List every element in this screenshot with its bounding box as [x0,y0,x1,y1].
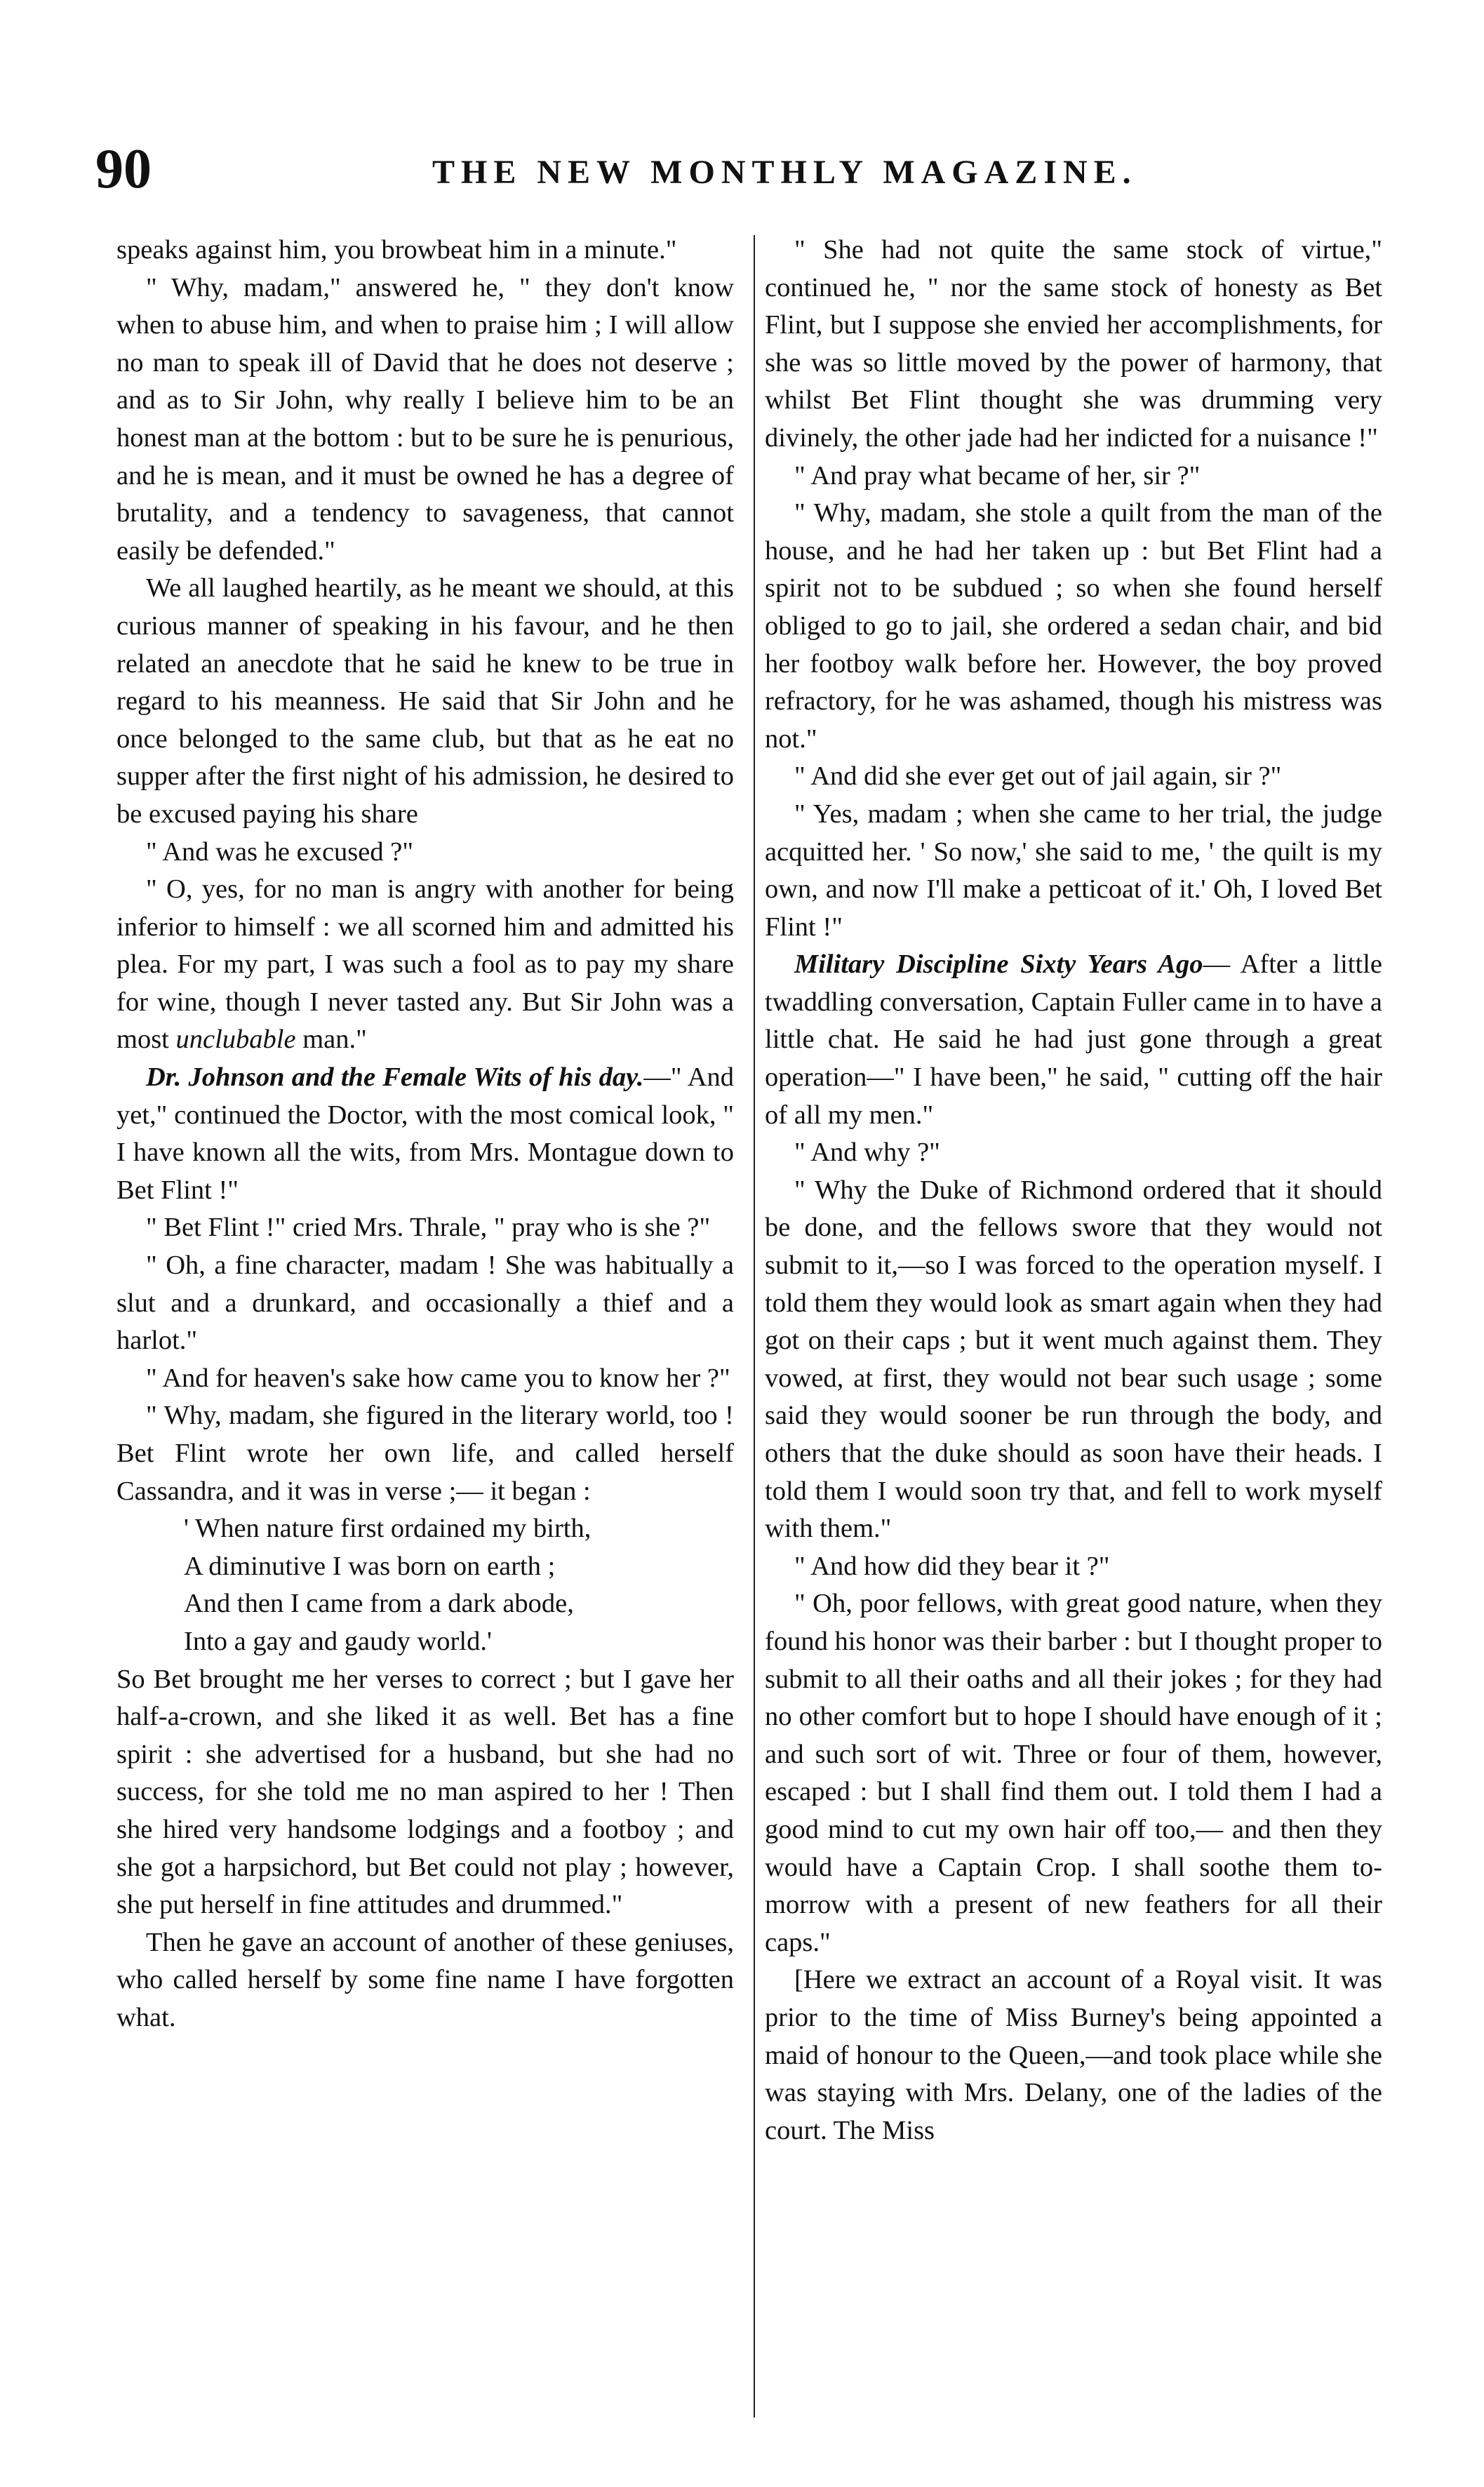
paragraph: " Oh, poor fellows, with great good nature, when they found his honor was their barber : but I thought proper to submit to all their oaths and all their jokes ; for they had no other comfort but to hope I should have enough of it ; and such sort of wit. Three or four of them, however, escaped : but I shall find them out. I told them I had a good mind to cut my own hair off too,— and then they would have a Captain Crop. I shall soothe them to-morrow with a present of new feathers for all their caps." [765,1589,1382,1957]
right-column [765,232,1382,2149]
section-heading: Dr. Johnson and the Female Wits of his day. [146,1062,644,1093]
poem-line: Into a gay and gaudy world.' [184,1626,492,1656]
paragraph: " Yes, madam ; when she came to her trial, the judge acquitted her. ' So now,' she said to me, ' the quilt is my own, and now I'll make a petticoat of it.' Oh, I loved Bet Flint !" [765,799,1382,942]
paragraph-text: man." [302,1025,367,1055]
paragraph: " And was he excused ?" [146,836,414,867]
paragraph: " Why, madam," answered he, " they don't know when to abuse him, and when to praise him ; I will allow no man to speak ill of David that he does not deserve ; and as to Sir John, why really I believe him to be an honest man at the bottom : but to be sure he is penurious, and he is mean, and it must be owned he has a degree of brutality, and a tendency to savageness, that cannot easily be defended." [116,272,735,566]
paragraph-text: — After a little twaddling conversation, Captain Fuller came in to have a little chat. He said he had just gone through a great operation—" I have been," he said, " cutting off the hair of all my men." [765,949,1382,1130]
paragraph: " And why ?" [794,1138,940,1168]
paragraph: " She had not quite the same stock of virtue," continued he, " nor the same stock of honesty as Bet Flint, but I suppose she envied her accomplishments, for she was so little moved by the power of harmony, that whilst Bet Flint thought she was drumming very divinely, the other jade had her indicted for a nuisance !" [765,235,1382,453]
paragraph: " Bet Flint !" cried Mrs. Thrale, " pray who is she ?" [146,1213,711,1243]
italic-word: unclubable [175,1025,296,1055]
paragraph: " And pray what became of her, sir ?" [794,460,1201,491]
page-number: 90 [95,138,152,200]
paragraph: We all laughed heartily, as he meant we should, at this curious manner of speaking in his favour, and he then related an anecdote that he said he knew to be true in regard to his meanness. He said that Sir John and he once belonged to the same club, but that as he eat no supper after the first night of his admission, he desired to be excused paying his share [116,573,734,829]
paragraph: " Why, madam, she figured in the literary world, too ! Bet Flint wrote her own life, and called herself Cassandra, and it was in verse ;— it began : [116,1401,734,1506]
paragraph: " And did she ever get out of jail again, sir ?" [794,761,1282,792]
poem-line: A diminutive I was born on earth ; [184,1551,556,1581]
paragraph-text: " O, yes, for no man is angry with another for being inferior to himself : we all scorned him and admitted his plea. For my part, I was such a fool as to pay my share for wine, though I never tasted any. But Sir John was a most [116,874,734,1055]
paragraph: So Bet brought me her verses to correct ; but I gave her half-a-crown, and she liked it as well. Bet has a fine spirit : she advertised for a husband, but she had no success, for she told me no man aspired to her ! Then she hired very handsome lodgings and a footboy ; and she got a harpsichord, but Bet could not play ; however, she put herself in fine attitudes and drummed." [116,1664,734,1920]
column-divider [754,235,755,2418]
section-heading: Military Discipline Sixty Years Ago [794,949,1203,980]
paragraph: " Why, madam, she stole a quilt from the man of the house, and he had her taken up : but Bet Flint had a spirit not to be subdued ; so when she found herself obliged to go to jail, she ordered a sedan chair, and bid her footboy walk before her. However, the boy proved refractory, for he was ashamed, though his mistress was not." [765,498,1382,754]
left-column [116,232,734,2037]
paragraph: " And for heaven's sake how came you to know her ?" [146,1363,730,1393]
section-paragraph [116,1059,734,1209]
page-header [95,138,1401,201]
poem-line: ' When nature first ordained my birth, [184,1514,591,1544]
paragraph-text: —" And yet," continued the Doctor, with the most comical look, " I have known all the wits, from Mrs. Montague down to Bet Flint !" [116,1062,734,1205]
paragraph: speaks against him, you browbeat him in a minute." [116,235,677,265]
poem-line: And then I came from a dark abode, [184,1589,574,1619]
paragraph: " Oh, a fine character, madam ! She was habitually a slut and a drunkard, and occasionally a thief and a harlot." [116,1251,734,1356]
running-title: THE NEW MONTHLY MAGAZINE. [432,154,1137,191]
paragraph: " Why the Duke of Richmond ordered that it should be done, and the fellows swore that they would not submit to it,—so I was forced to the operation myself. I told them they would look as smart again when they had got on their caps ; but it went much against them. They vowed, at first, they would not bear such usage ; some said they would sooner be run through the body, and others that the duke should as soon have their heads. I told them I would soon try that, and fell to work myself with them." [765,1175,1382,1544]
paragraph [116,871,734,1059]
paragraph: " And how did they bear it ?" [794,1551,1110,1581]
paragraph: [Here we extract an account of a Royal visit. It was prior to the time of Miss Burney's being appointed a maid of honour to the Queen,—and took place while she was staying with Mrs. Delany, one of the ladies of the court. The Miss [765,1965,1382,2145]
section-paragraph [765,946,1382,1134]
paragraph: Then he gave an account of another of these geniuses, who called herself by some fine name I have forgotten what. [116,1927,734,2032]
poem [116,1510,734,1660]
